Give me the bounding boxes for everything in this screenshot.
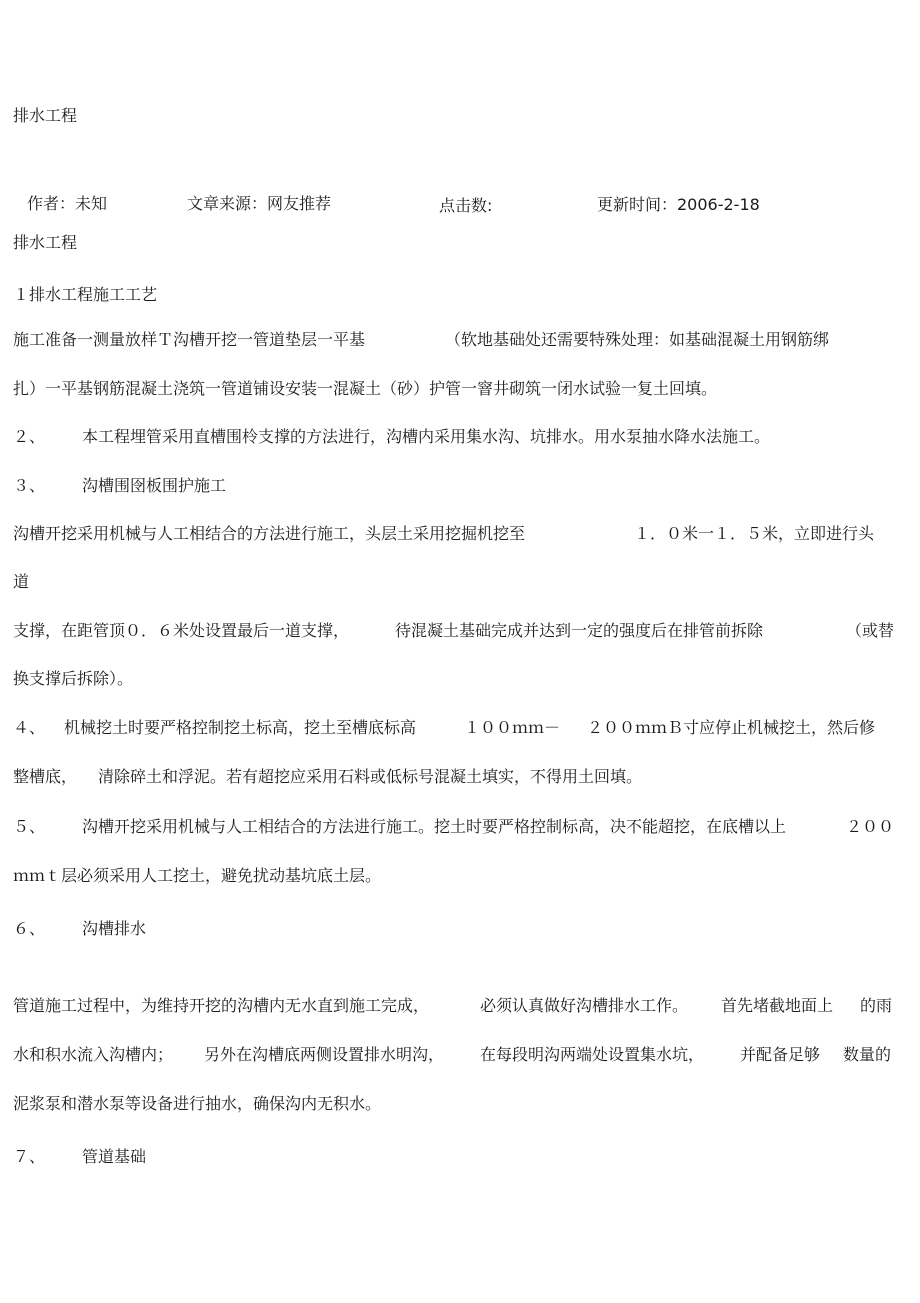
section-3-text: 沟槽开挖采用机械与人工相结合的方法进行施工，头层土采用挖掘机挖至 <box>13 524 526 543</box>
section-2-number: ２、 <box>13 427 46 446</box>
section-2-text: 本工程埋管采用直槽围柃支撑的方法进行，沟槽内采用集水沟、坑排水。用水泵抽水降水法施工。 <box>82 427 771 446</box>
section-1-text: 施工准备一测量放样Ｔ沟槽开挖一管道垫层一平基 <box>13 330 366 349</box>
section-4-text: 整槽底， <box>13 767 78 786</box>
section-4-text: 清除碎土和浮泥。若有超挖应采用石料或低标号混凝土填实，不得用土回填。 <box>98 767 643 786</box>
meta-updated: 更新时间：2006-2-18 <box>597 195 760 214</box>
section-1-text: 扎）一平基钢筋混凝土浇筑一管道铺设安装一混凝土（砂）护管一窨井砌筑一闭水试验一复土回填。 <box>13 379 718 398</box>
section-4-text: ２００ｍｍＢ寸应停止机械挖土，然后修 <box>587 718 876 737</box>
meta-clicks: 点击数: <box>439 196 493 215</box>
section-4-number: ４、 <box>13 718 46 737</box>
meta-source: 文章来源：网友推荐 <box>187 194 332 213</box>
section-3-heading: 沟槽围囹板围护施工 <box>82 476 227 495</box>
section-5-text: ｍｍｔ层必须采用人工挖土，避免扰动基坑底土层。 <box>13 866 382 885</box>
section-4-text: １００ｍｍ－ <box>464 718 561 737</box>
section-6-text: 必须认真做好沟槽排水工作。 <box>480 996 689 1015</box>
section-4-text: 机械挖土时要严格控制挖土标高，挖土至槽底标高 <box>64 718 417 737</box>
section-6-text: 首先堵截地面上 <box>721 996 834 1015</box>
page-title: 排水工程 <box>13 106 78 125</box>
section-7-heading: 管道基础 <box>82 1147 147 1166</box>
section-3-text: 道 <box>13 572 30 591</box>
section-6-text: 管道施工过程中，为维持开挖的沟槽内无水直到施工完成， <box>13 996 430 1015</box>
section-6-heading: 沟槽排水 <box>82 919 147 938</box>
section-3-text: （或替 <box>846 621 895 640</box>
section-7-number: ７、 <box>13 1147 46 1166</box>
section-1-text: （软地基础处还需要特殊处理：如基础混凝土用钢筋绑 <box>445 330 830 349</box>
section-5-text: 沟槽开挖采用机械与人工相结合的方法进行施工。挖土时要严格控制标高，决不能超挖，在底槽以上 <box>82 817 787 836</box>
subtitle: 排水工程 <box>13 233 78 252</box>
section-6-text: 在每段明沟两端处设置集水坑， <box>480 1045 705 1064</box>
section-1-heading: １排水工程施工工艺 <box>13 285 158 304</box>
section-5-text: ２００ <box>846 817 895 836</box>
section-6-text: 的雨 <box>860 996 893 1015</box>
section-6-text: 泥浆泵和潜水泵等设备进行抽水，确保沟内无积水。 <box>13 1094 382 1113</box>
section-3-number: ３、 <box>13 476 46 495</box>
section-6-text: 并配备足够 <box>740 1045 821 1064</box>
section-5-number: ５、 <box>13 817 46 836</box>
section-6-text: 另外在沟槽底两侧设置排水明沟， <box>204 1045 445 1064</box>
section-3-text: １．０米一１．５米，立即进行头 <box>634 524 875 543</box>
section-6-number: ６、 <box>13 919 46 938</box>
section-6-text: 数量的 <box>843 1045 892 1064</box>
section-6-text: 水和积水流入沟槽内； <box>13 1045 174 1064</box>
section-3-text: 支撑，在距管顶０．６米处设置最后一道支撑， <box>13 621 350 640</box>
section-3-text: 待混凝土基础完成并达到一定的强度后在排管前拆除 <box>395 621 764 640</box>
meta-author: 作者：未知 <box>27 194 108 213</box>
section-3-text: 换支撑后拆除）。 <box>13 669 134 688</box>
